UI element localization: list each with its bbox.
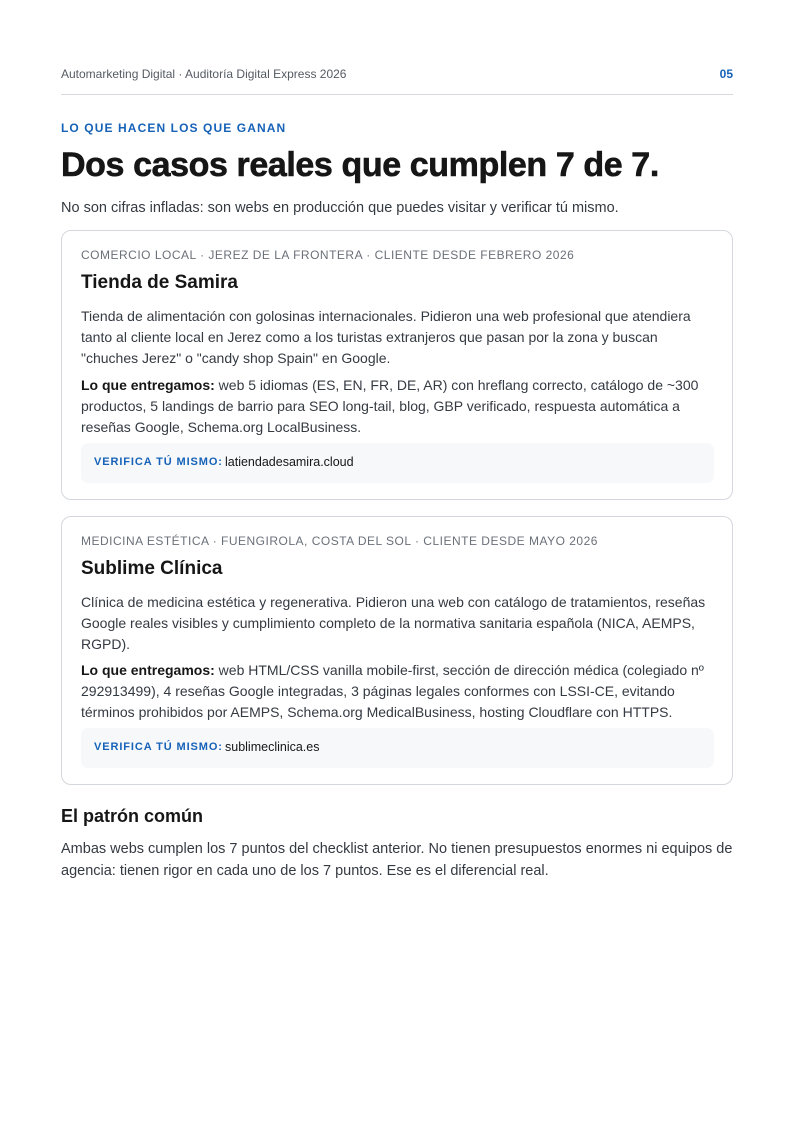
page-header <box>61 67 733 95</box>
header-brand: Automarketing Digital · Auditoría Digital Express 2026 <box>61 67 347 81</box>
case-deliverables <box>81 660 713 723</box>
page-subtitle: No son cifras infladas: son webs en producción que puedes visitar y verificar tú mismo. <box>61 200 619 216</box>
case-deliverables <box>81 375 713 438</box>
pattern-title: El patrón común <box>61 806 204 826</box>
deliverables-text: web 5 idiomas (ES, EN, FR, DE, AR) con hreflang correcto, catálogo de ~300 productos, 5 landings de barrio para SEO long-tail, blog, GBP verificado, respuesta automática a reseñas Google, Schema.org LocalBusiness. <box>81 377 699 435</box>
section-eyebrow: LO QUE HACEN LOS QUE GANAN <box>61 121 287 135</box>
deliverables-label: Lo que entregamos: <box>81 662 215 678</box>
verify-url-link[interactable]: latiendadesamira.cloud <box>225 455 354 469</box>
deliverables-text: web HTML/CSS vanilla mobile-first, sección de dirección médica (colegiado nº 292913499), 4 reseñas Google integradas, 3 páginas legales conformes con LSSI-CE, evitando términos prohibidos por AEMPS, Schema.org MedicalBusiness, hosting Cloudflare con HTTPS. <box>81 662 704 720</box>
case-card-tienda-de-samira <box>61 230 733 500</box>
case-description: Tienda de alimentación con golosinas internacionales. Pidieron una web profesional que atendiera tanto al cliente local en Jerez como a los turistas extranjeros que pasan por la zona y buscan "chuches Jerez" o "candy shop Spain" en Google. <box>81 308 691 366</box>
case-card-sublime-clinica <box>61 516 733 785</box>
pattern-body: Ambas webs cumplen los 7 puntos del checklist anterior. No tienen presupuestos enormes ni equipos de agencia: tienen rigor en cada uno de los 7 puntos. Ese es el diferencial real. <box>61 841 733 879</box>
verify-label: VERIFICA TÚ MISMO: <box>94 741 223 753</box>
verify-url-link[interactable]: sublimeclinica.es <box>225 740 320 754</box>
deliverables-label: Lo que entregamos: <box>81 377 215 393</box>
page-number: 05 <box>719 67 733 81</box>
verify-box <box>81 443 714 483</box>
case-meta: MEDICINA ESTÉTICA · FUENGIROLA, COSTA DEL SOL · CLIENTE DESDE MAYO 2026 <box>81 534 598 548</box>
case-meta: COMERCIO LOCAL · JEREZ DE LA FRONTERA · CLIENTE DESDE FEBRERO 2026 <box>81 248 575 262</box>
page-title: Dos casos reales que cumplen 7 de 7. <box>61 146 659 184</box>
verify-label: VERIFICA TÚ MISMO: <box>94 456 223 468</box>
verify-box <box>81 728 714 768</box>
case-title: Sublime Clínica <box>81 558 223 579</box>
case-description: Clínica de medicina estética y regenerativa. Pidieron una web con catálogo de tratamientos, reseñas Google reales visibles y cumplimiento completo de la normativa sanitaria española (NICA, AEMPS, RGPD). <box>81 594 706 652</box>
case-title: Tienda de Samira <box>81 272 238 293</box>
